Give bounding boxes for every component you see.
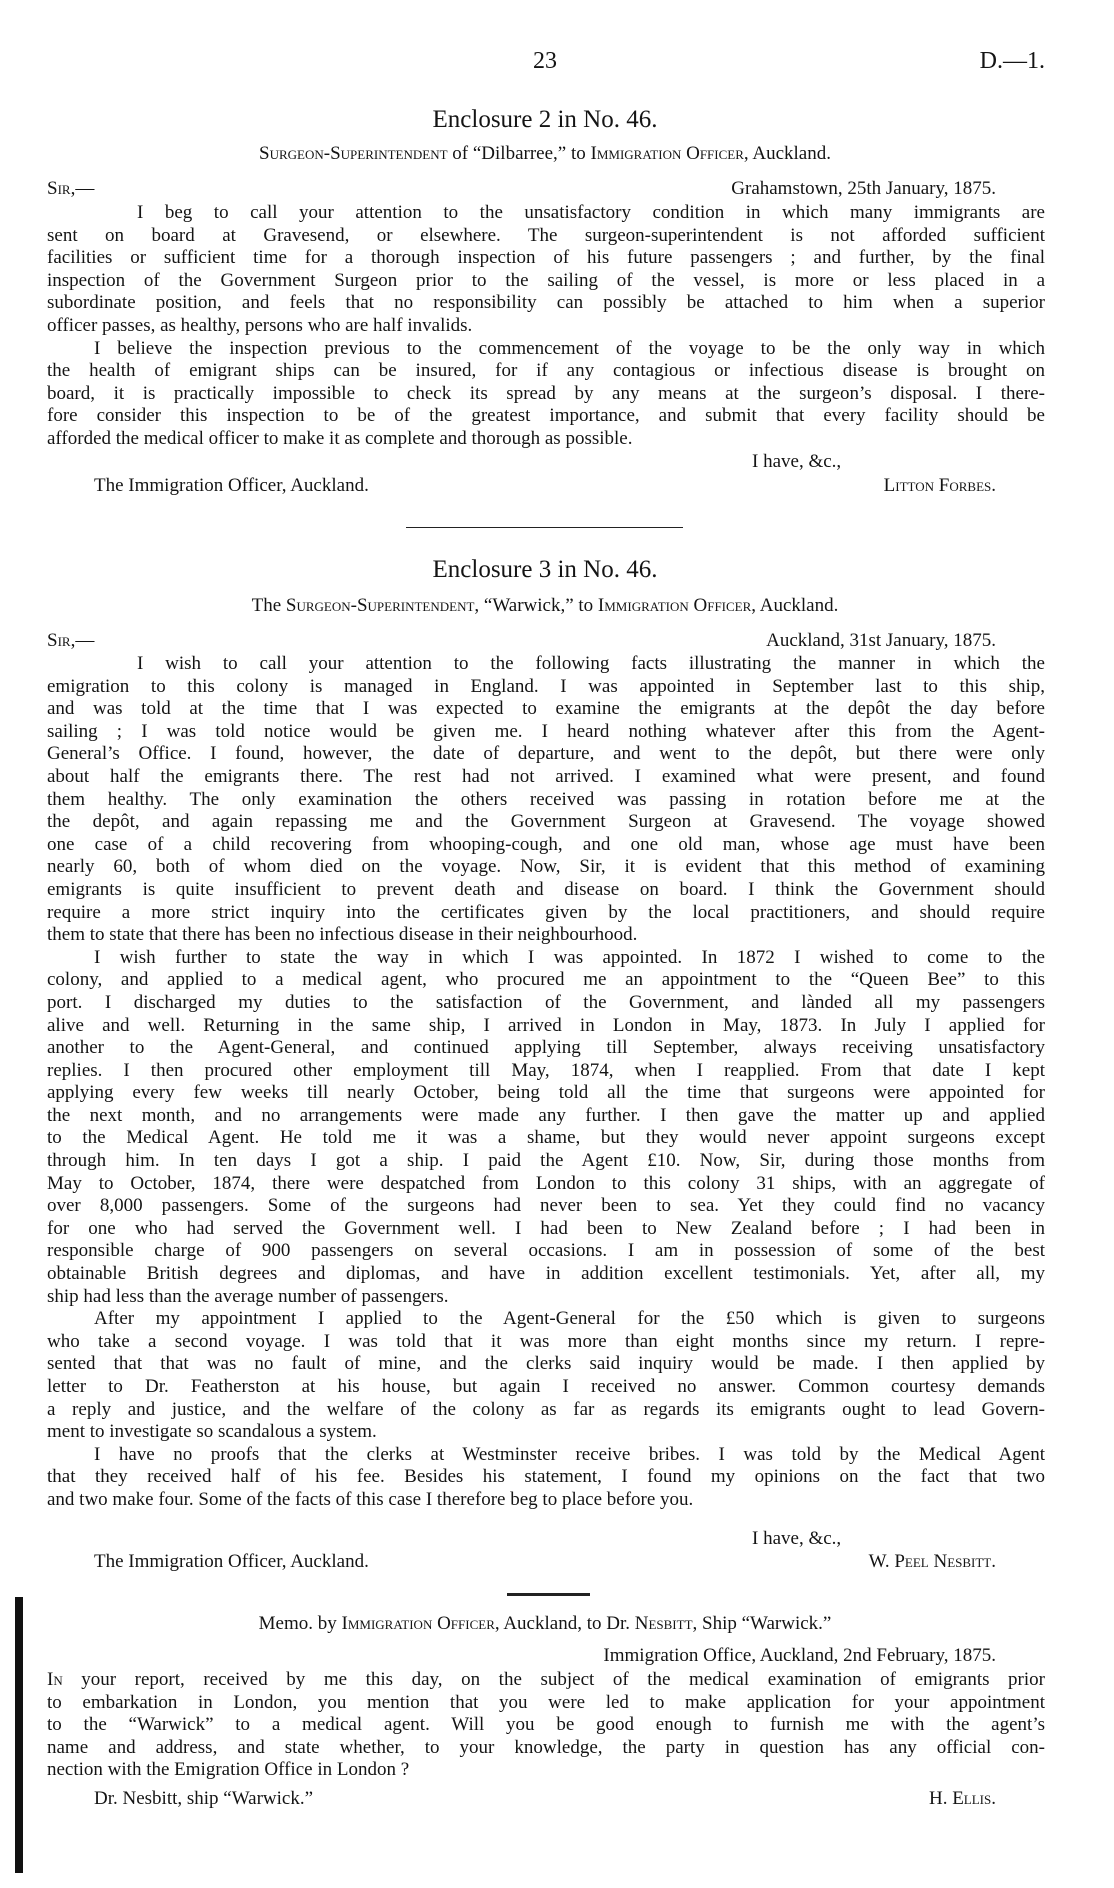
- recipient: Immigration Officer: [590, 143, 744, 164]
- place-date: Grahamstown, 25th January, 1875.: [731, 178, 996, 199]
- text-line: alive and well. Returning in the same ship, I arrived in London in May, 1873. In July I applied for: [47, 1014, 1045, 1036]
- line-text: your report, received by me this day, on the subject of the medical examination of emigrants prior: [62, 1669, 1045, 1690]
- text-line: After my appointment I applied to the Agent-General for the £50 which is given to surgeons: [94, 1308, 1045, 1330]
- text-line: name and address, and state whether, to your knowledge, the party in question has any official con-: [47, 1736, 1045, 1758]
- recipient: Nesbitt: [634, 1613, 693, 1634]
- text-line: responsible charge of 900 passengers on several occasions. I am in possession of some of the best: [47, 1240, 1045, 1262]
- enclosure-2-title: Enclosure 2 in No. 46.: [432, 106, 658, 133]
- text-line: a reply and justice, and the welfare of the colony as far as regards its emigrants ought to lead Govern-: [47, 1398, 1045, 1420]
- text-line: ship had less than the average number of passengers.: [47, 1285, 449, 1307]
- recipient: Immigration Officer: [597, 595, 752, 616]
- text-line: fore consider this inspection to be of the greatest importance, and submit that every facility should be: [47, 405, 1045, 427]
- addressee: The Immigration Officer, Auckland.: [94, 1551, 369, 1572]
- text-line: I wish to call your attention to the following facts illustrating the manner in which the: [137, 653, 1045, 674]
- text-line: officer passes, as healthy, persons who are half invalids.: [47, 314, 473, 336]
- document-reference: D.—1.: [979, 48, 1045, 74]
- subtitle-text: of “Dilbarree,” to: [447, 143, 591, 164]
- paragraph: [47, 202, 1045, 338]
- sender: Surgeon-Superintendent: [259, 143, 448, 164]
- text-line: them healthy. The only examination the others received was passing in rotation before me at the: [47, 788, 1045, 810]
- text-line: [47, 1669, 1045, 1692]
- text-line: I believe the inspection previous to the commencement of the voyage to be the only way in which: [94, 337, 1045, 359]
- text-line: and was told at the time that I was expected to examine the emigrants at the depôt the day before: [47, 698, 1045, 720]
- text-line: port. I discharged my duties to the satisfaction of the Government, and lànded all my passengers: [47, 991, 1045, 1013]
- letter-body: [47, 653, 1045, 1512]
- text-line: sented that that was no fault of mine, and the clerks said inquiry would be made. I then applied by: [47, 1353, 1045, 1375]
- closing: I have, &c.,: [752, 451, 842, 472]
- text-line: for one who had served the Government well. I had been to New Zealand before ; I had been in: [47, 1217, 1045, 1239]
- section-divider: [406, 527, 683, 528]
- addressee: Dr. Nesbitt, ship “Warwick.”: [94, 1788, 314, 1809]
- signature: H. Ellis.: [928, 1788, 996, 1809]
- signature: W. Peel Nesbitt.: [868, 1551, 996, 1572]
- letter-body: [47, 202, 1045, 451]
- enclosure-3-title: Enclosure 3 in No. 46.: [432, 556, 658, 583]
- memo-body: [47, 1669, 1045, 1782]
- text-line: require a more strict inquiry into the certificates given by the local practitioners, and should require: [47, 901, 1045, 923]
- text-line: who take a second voyage. I was told that it was more than eight months since my return. I repre-: [47, 1330, 1045, 1352]
- text-line: afforded the medical officer to make it as complete and thorough as possible.: [47, 427, 633, 449]
- text-line: applying every few weeks till nearly October, being told all the time that surgeons were appointed for: [47, 1082, 1045, 1104]
- text-line: obtainable British degrees and diplomas, and have in addition excellent testimonials. Yet, after all, my: [47, 1263, 1045, 1285]
- heading-text: Memo. by: [258, 1613, 342, 1634]
- text-line: that they received half of his fee. Besides his statement, I found my opinions on the fact that two: [47, 1466, 1045, 1488]
- text-line: nearly 60, both of whom died on the voyage. Now, Sir, it is evident that this method of examining: [47, 856, 1045, 878]
- paragraph: [47, 1444, 1045, 1512]
- addressee: The Immigration Officer, Auckland.: [94, 475, 369, 496]
- sender: Surgeon-Superintendent: [285, 595, 475, 616]
- heading-text: , Auckland, to Dr.: [494, 1613, 635, 1634]
- subtitle-text: , Auckland.: [751, 595, 839, 616]
- text-line: sailing ; I was told notice would be given me. I heard nothing whatever after this from the Agent-: [47, 720, 1045, 742]
- text-line: the next month, and no arrangements were made any further. I then gave the matter up and applied: [47, 1104, 1045, 1126]
- section-divider: [507, 1593, 590, 1596]
- closing: I have, &c.,: [752, 1528, 842, 1549]
- memo-heading: [0, 1613, 1090, 1635]
- text-line: to embarkation in London, you mention that you were led to make application for your appointment: [47, 1691, 1045, 1713]
- text-line: letter to Dr. Featherston at his house, but again I received no answer. Common courtesy demands: [47, 1376, 1045, 1397]
- paragraph: [47, 653, 1045, 947]
- text-line: ment to investigate so scandalous a system.: [47, 1421, 377, 1443]
- text-line: subordinate position, and feels that no responsibility can possibly be attached to him when a superior: [47, 292, 1045, 314]
- text-line: the health of emigrant ships can be insured, for if any contagious or infectious disease is brought on: [47, 360, 1045, 382]
- paragraph: [47, 1308, 1045, 1444]
- salutation: Sir,—: [47, 630, 95, 651]
- text-line: the depôt, and again repassing me and the Government Surgeon at Gravesend. The voyage showed: [47, 811, 1045, 833]
- text-line: about half the emigrants there. The rest had not arrived. I examined what were present, and found: [47, 765, 1045, 787]
- text-line: colony, and applied to a medical agent, who procured me an appointment to the “Queen Bee” to this: [47, 969, 1045, 991]
- text-line: General’s Office. I found, however, the date of departure, and went to the depôt, but there were only: [47, 743, 1045, 765]
- heading-text: , Ship “Warwick.”: [692, 1613, 832, 1634]
- text-line: emigrants is quite insufficient to prevent death and disease on board. I think the Government should: [47, 878, 1045, 900]
- page-number: 23: [533, 48, 557, 74]
- text-line: board, it is practically impossible to check its spread by any means at the surgeon’s disposal. I there-: [47, 382, 1045, 404]
- sender: Immigration Officer: [341, 1613, 495, 1634]
- lead-word: In: [47, 1669, 63, 1690]
- margin-bar: [15, 1597, 23, 1873]
- subtitle-text: , “Warwick,” to: [474, 595, 598, 616]
- text-line: I beg to call your attention to the unsatisfactory condition in which many immigrants are: [137, 202, 1045, 223]
- salutation: Sir,—: [47, 178, 95, 199]
- text-line: sent on board at Gravesend, or elsewhere. The surgeon-superintendent is not afforded sufficient: [47, 224, 1045, 246]
- place-date: Immigration Office, Auckland, 2nd February, 1875.: [603, 1645, 996, 1666]
- text-line: I have no proofs that the clerks at Westminster receive bribes. I was told by the Medical Agent: [94, 1443, 1045, 1465]
- signature: Litton Forbes.: [883, 475, 996, 496]
- text-line: over 8,000 passengers. Some of the surgeons had never been to sea. Yet they could find no vacancy: [47, 1195, 1045, 1217]
- text-line: I wish further to state the way in which I was appointed. In 1872 I wished to come to the: [94, 946, 1045, 968]
- text-line: May to October, 1874, there were despatched from London to this colony 31 ships, with an aggregate of: [47, 1172, 1045, 1194]
- enclosure-3-subtitle: [0, 595, 1090, 617]
- text-line: nection with the Emigration Office in London ?: [47, 1759, 410, 1781]
- enclosure-2-subtitle: [0, 143, 1090, 165]
- text-line: to the “Warwick” to a medical agent. Will you be good enough to furnish me with the agent’s: [47, 1714, 1045, 1736]
- text-line: through him. In ten days I got a ship. I paid the Agent £10. Now, Sir, during those months from: [47, 1150, 1045, 1172]
- paragraph: [47, 338, 1045, 451]
- text-line: to the Medical Agent. He told me it was a shame, but they would never appoint surgeons except: [47, 1127, 1045, 1149]
- text-line: facilities or sufficient time for a thorough inspection of his future passengers ; and further, by the final: [47, 247, 1045, 269]
- subtitle-text: The: [251, 595, 286, 616]
- subtitle-text: , Auckland.: [743, 143, 831, 164]
- paragraph: [47, 947, 1045, 1309]
- text-line: them to state that there has been no infectious disease in their neighbourhood.: [47, 924, 638, 946]
- text-line: inspection of the Government Surgeon prior to the sailing of the vessel, is more or less placed in a: [47, 269, 1045, 291]
- text-line: one case of a child recovering from whooping-cough, and one old man, whose age must have been: [47, 833, 1045, 855]
- text-line: emigration to this colony is managed in England. I was appointed in September last to this ship,: [47, 675, 1045, 697]
- text-line: and two make four. Some of the facts of this case I therefore beg to place before you.: [47, 1488, 694, 1510]
- place-date: Auckland, 31st January, 1875.: [766, 630, 996, 651]
- text-line: another to the Agent-General, and continued applying till September, always receiving unsatisfactory: [47, 1037, 1045, 1059]
- text-line: replies. I then procured other employment till May, 1874, when I reapplied. From that date I kept: [47, 1059, 1045, 1081]
